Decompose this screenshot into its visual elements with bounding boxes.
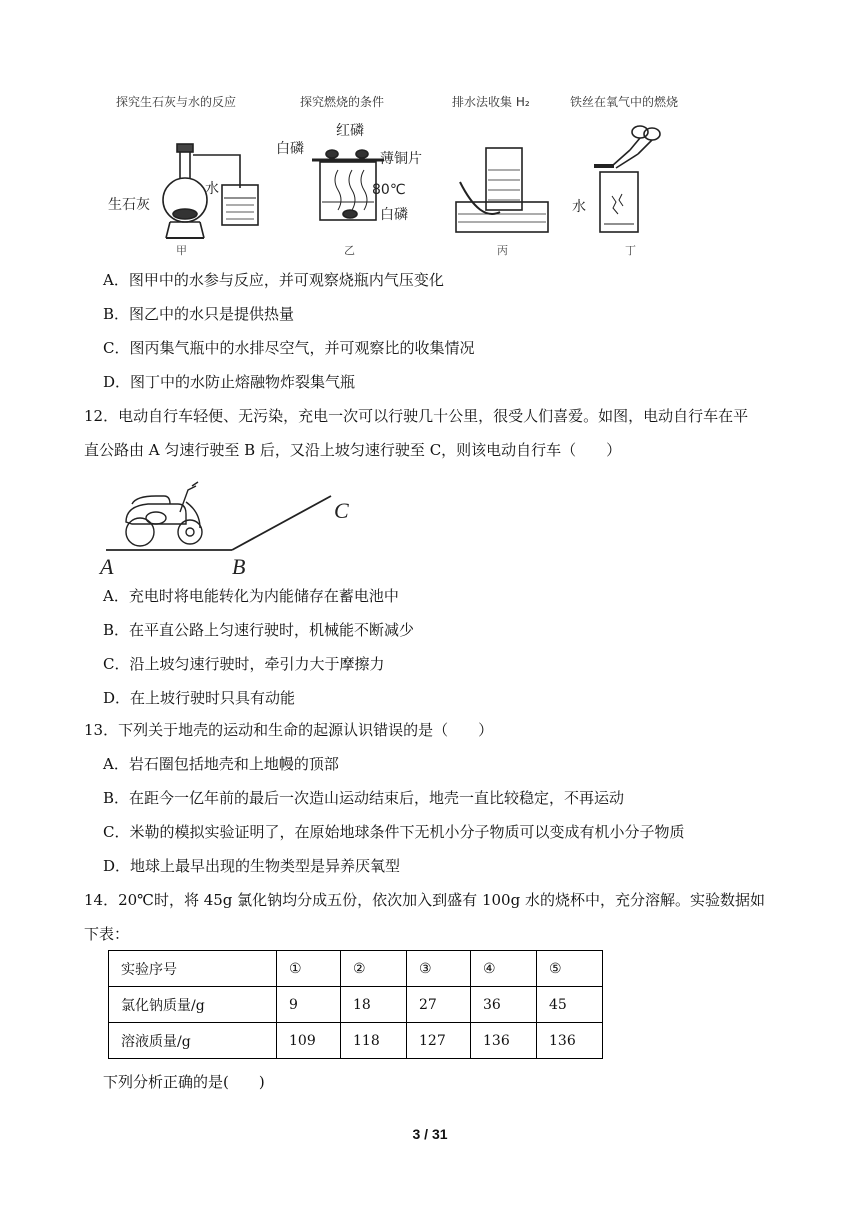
table-cell: 氯化钠质量/g: [109, 987, 277, 1023]
point-a-label: A: [100, 554, 114, 579]
label-white-phosphorus-top: 白磷: [276, 141, 304, 157]
table-cell: ①: [277, 951, 341, 987]
table-cell: 127: [407, 1023, 471, 1059]
q13-option-d: D．地球上最早出现的生物类型是异养厌氧型: [103, 857, 401, 875]
q12-option-d: D．在上坡行驶时只具有动能: [103, 689, 296, 707]
table-cell: 45: [537, 987, 603, 1023]
q11-option-b: B．图乙中的水只是提供热量: [103, 305, 295, 323]
q11-option-a: A．图甲中的水参与反应，并可观察烧瓶内气压变化: [103, 271, 444, 289]
table-cell: ⑤: [537, 951, 603, 987]
q14-stem-line1: 14．20℃时，将 45g 氯化钠均分成五份，依次加入到盛有 100g 水的烧杯中，充分溶解。实验数据如: [84, 891, 765, 909]
label-red-phosphorus: 红磷: [336, 123, 364, 139]
q11-option-d: D．图丁中的水防止熔融物炸裂集气瓶: [103, 373, 356, 391]
table-cell: 9: [277, 987, 341, 1023]
q12-stem-line2: 直公路由 A 匀速行驶至 B 后，又沿上坡匀速行驶至 C，则该电动自行车（ ）: [84, 441, 622, 459]
table-cell: 实验序号: [109, 951, 277, 987]
apparatus-drawings: [100, 110, 720, 260]
table-row: [109, 987, 603, 1023]
label-copper-plate: 薄铜片: [380, 151, 422, 167]
label-quicklime: 生石灰: [108, 197, 150, 213]
page-number: 3 / 31: [412, 1126, 448, 1142]
label-water-jia: 水: [205, 181, 219, 197]
label-white-phosphorus-bottom: 白磷: [380, 207, 408, 223]
q14-after-table: 下列分析正确的是( ): [103, 1073, 265, 1091]
table-cell: 136: [471, 1023, 537, 1059]
table-cell: 36: [471, 987, 537, 1023]
label-water-ding: 水: [572, 199, 586, 215]
table-cell: ③: [407, 951, 471, 987]
caption-bing: 排水法收集 H₂: [452, 95, 530, 109]
q11-option-c: C．图丙集气瓶中的水排尽空气，并可观察比的收集情况: [103, 339, 475, 357]
table-cell: 溶液质量/g: [109, 1023, 277, 1059]
table-cell: 109: [277, 1023, 341, 1059]
point-c-label: C: [334, 498, 349, 523]
point-b-label: B: [232, 554, 246, 579]
q13-option-b: B．在距今一亿年前的最后一次造山运动结束后，地壳一直比较稳定，不再运动: [103, 789, 625, 807]
table-row: [109, 1023, 603, 1059]
panel-label-ding: 丁: [625, 244, 636, 257]
table-cell: 136: [537, 1023, 603, 1059]
caption-yi: 探究燃烧的条件: [300, 95, 385, 109]
panel-label-yi: 乙: [344, 244, 355, 257]
experiment-data-table: [108, 950, 603, 1059]
table-cell: ④: [471, 951, 537, 987]
caption-jia: 探究生石灰与水的反应: [116, 95, 237, 109]
water-collection-apparatus: [456, 148, 548, 232]
scooter-slope-figure: [96, 472, 366, 580]
table-header-row: [109, 951, 603, 987]
caption-ding: 铁丝在氧气中的燃烧: [570, 95, 679, 109]
q12-option-a: A．充电时将电能转化为内能储存在蓄电池中: [103, 587, 399, 605]
iron-combustion-apparatus: [594, 126, 660, 232]
q12-stem-line1: 12．电动自行车轻便、无污染，充电一次可以行驶几十公里，很受人们喜爱。如图，电动自行车在平: [84, 407, 749, 425]
panel-label-jia: 甲: [176, 244, 187, 257]
q13-option-a: A．岩石圈包括地壳和上地幔的顶部: [103, 755, 339, 773]
q13-option-c: C．米勒的模拟实验证明了，在原始地球条件下无机小分子物质可以变成有机小分子物质: [103, 823, 685, 841]
q12-option-c: C．沿上坡匀速行驶时，牵引力大于摩擦力: [103, 655, 385, 673]
q13-stem: 13．下列关于地壳的运动和生命的起源认识错误的是（ ）: [84, 721, 494, 739]
table-cell: ②: [341, 951, 407, 987]
table-cell: 18: [341, 987, 407, 1023]
q12-option-b: B．在平直公路上匀速行驶时，机械能不断减少: [103, 621, 415, 639]
panel-label-bing: 丙: [497, 244, 508, 257]
label-temperature: 80℃: [372, 182, 406, 198]
scooter-icon: [126, 482, 202, 546]
q14-stem-line2: 下表：: [84, 925, 130, 943]
table-cell: 27: [407, 987, 471, 1023]
table-cell: 118: [341, 1023, 407, 1059]
